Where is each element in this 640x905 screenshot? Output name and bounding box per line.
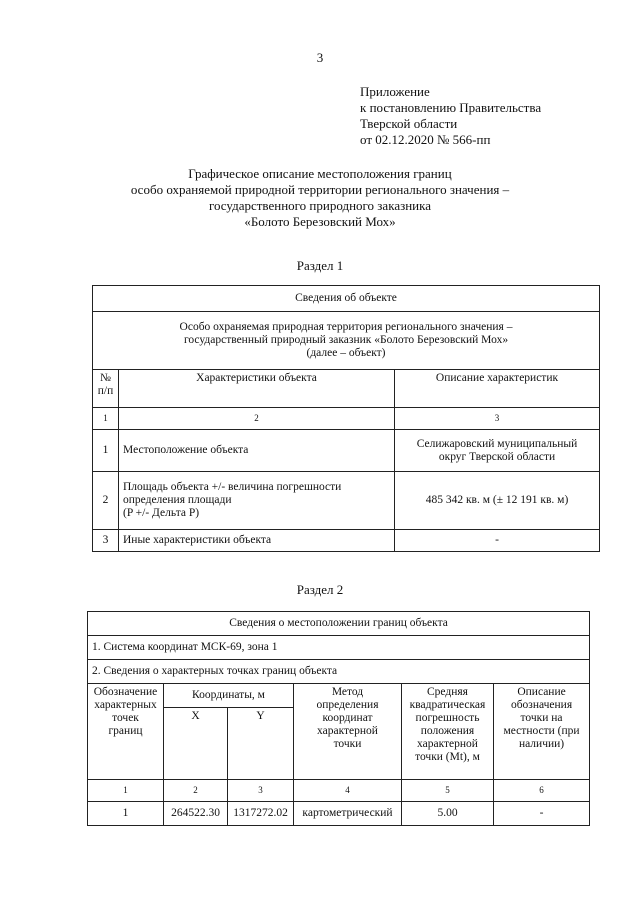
header-line: точки (Mt), м	[415, 751, 480, 763]
appendix-line: от 02.12.2020 № 566-пп	[360, 132, 491, 147]
row-value: 485 342 кв. м (± 12 191 кв. м)	[395, 472, 600, 530]
col-number: 6	[494, 780, 590, 802]
header-line: определения	[316, 699, 379, 711]
header-line: погрешность	[415, 712, 480, 724]
header-line: Средняя	[427, 686, 468, 698]
header-line: квадратическая	[409, 699, 486, 711]
section-1-title: Раздел 1	[296, 258, 344, 273]
heading-line: Графическое описание местоположения границ	[188, 166, 452, 181]
header-y: Y	[228, 708, 294, 780]
header-x: X	[164, 708, 228, 780]
row-value	[395, 430, 600, 472]
header-line: характерной	[417, 738, 478, 750]
header-accuracy	[402, 684, 494, 780]
row-name	[119, 472, 395, 530]
table-row	[93, 472, 600, 530]
header-line: местности (при	[503, 725, 580, 737]
header-num	[93, 370, 119, 408]
header-line: Обозначение	[93, 686, 158, 698]
heading-line: «Болото Березовский Мох»	[244, 214, 396, 229]
object-desc-line: государственный природный заказник «Болото Березовский Мох»	[183, 334, 509, 346]
point-description: -	[494, 802, 590, 826]
row-num: 3	[93, 530, 119, 552]
appendix-line: Тверской области	[360, 116, 458, 131]
row-name-line: (P +/- Дельта P)	[123, 507, 200, 519]
header-line: обозначения	[510, 699, 573, 711]
header-line: положения	[420, 725, 475, 737]
appendix-block	[360, 84, 541, 148]
row-name: Местоположение объекта	[119, 430, 395, 472]
header-coordinates: Координаты, м	[164, 684, 294, 708]
header-line: Описание	[517, 686, 566, 698]
document-heading	[0, 166, 640, 230]
header-line: точки	[333, 738, 362, 750]
header-point-description	[494, 684, 590, 780]
object-desc-line: Особо охраняемая природная территория регионального значения –	[179, 321, 513, 333]
appendix-line: к постановлению Правительства	[360, 100, 542, 115]
object-description	[93, 312, 600, 370]
row-name-line: Площадь объекта +/- величина погрешности	[123, 481, 342, 493]
col-number: 5	[402, 780, 494, 802]
method: картометрический	[294, 802, 402, 826]
col-number: 3	[395, 408, 600, 430]
header-num-line: п/п	[97, 385, 114, 397]
header-characteristic: Характеристики объекта	[119, 370, 395, 408]
object-desc-line: (далее – объект)	[306, 347, 386, 359]
row-name-line: определения площади	[123, 494, 232, 506]
row-value: -	[395, 530, 600, 552]
accuracy: 5.00	[402, 802, 494, 826]
col-number: 2	[119, 408, 395, 430]
appendix-line: Приложение	[360, 84, 430, 99]
page-number: 3	[316, 50, 324, 65]
header-line: характерной	[317, 725, 378, 737]
header-line: координат	[322, 712, 373, 724]
boundary-table	[87, 611, 590, 826]
heading-line: особо охраняемой природной территории регионального значения –	[130, 182, 510, 197]
section-2-title: Раздел 2	[296, 582, 344, 597]
row-value-line: округ Тверской области	[438, 450, 556, 463]
col-number: 1	[93, 408, 119, 430]
header-line: Метод	[331, 686, 364, 698]
header-line: точки на	[520, 712, 563, 724]
table-row	[93, 430, 600, 472]
table-row	[93, 530, 600, 552]
header-method	[294, 684, 402, 780]
coord-y: 1317272.02	[228, 802, 294, 826]
row-value-line: Селижаровский муниципальный	[416, 437, 578, 450]
row-name: Иные характеристики объекта	[119, 530, 395, 552]
points-title: 2. Сведения о характерных точках границ объекта	[88, 660, 590, 684]
table-title: Сведения о местоположении границ объекта	[88, 612, 590, 636]
object-info-table	[92, 285, 600, 552]
row-num: 1	[93, 430, 119, 472]
header-designation	[88, 684, 164, 780]
header-description: Описание характеристик	[395, 370, 600, 408]
header-num-line: №	[100, 372, 111, 384]
coord-system: 1. Система координат МСК-69, зона 1	[88, 636, 590, 660]
col-number: 2	[164, 780, 228, 802]
header-line: характерных	[94, 699, 157, 711]
row-num: 2	[93, 472, 119, 530]
point-id: 1	[88, 802, 164, 826]
table-title: Сведения об объекте	[93, 286, 600, 312]
col-number: 1	[88, 780, 164, 802]
header-line: наличии)	[518, 738, 565, 750]
table-row	[88, 802, 590, 826]
header-line: точек	[112, 712, 139, 724]
coord-x: 264522.30	[164, 802, 228, 826]
heading-line: государственного природного заказника	[208, 198, 432, 213]
col-number: 3	[228, 780, 294, 802]
col-number: 4	[294, 780, 402, 802]
header-line: границ	[108, 725, 143, 737]
